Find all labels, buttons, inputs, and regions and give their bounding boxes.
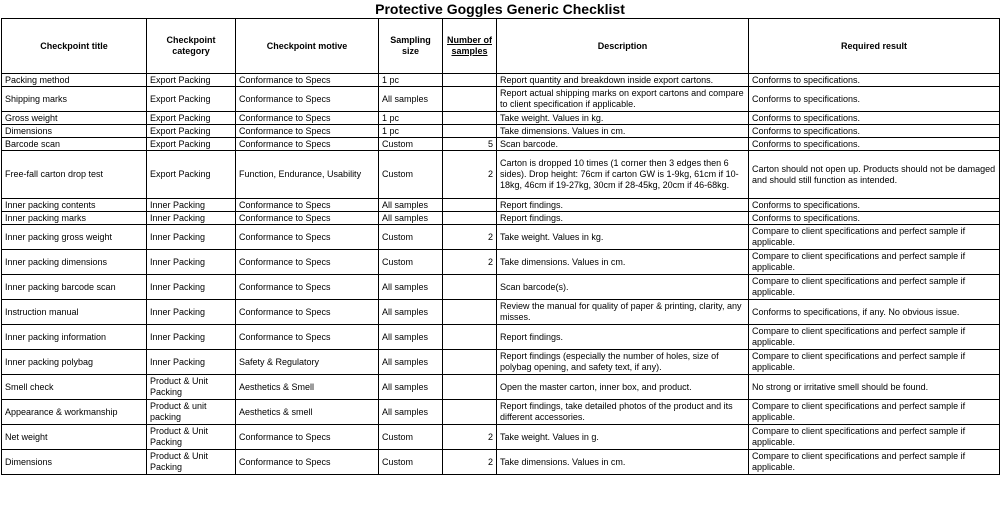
cell-description: Report findings.: [497, 212, 749, 225]
header-row: [2, 19, 1000, 74]
cell-motive: Conformance to Specs: [236, 199, 379, 212]
cell-required-result: Conforms to specifications.: [749, 212, 1000, 225]
cell-description: Take dimensions. Values in cm.: [497, 125, 749, 138]
cell-number-of-samples: [443, 300, 497, 325]
cell-description: Scan barcode.: [497, 138, 749, 151]
cell-required-result: Conforms to specifications.: [749, 199, 1000, 212]
cell-sampling-size: Custom: [379, 450, 443, 475]
cell-motive: Aesthetics & smell: [236, 400, 379, 425]
page-title: Protective Goggles Generic Checklist: [375, 1, 625, 17]
cell-title: Smell check: [2, 375, 147, 400]
cell-sampling-size: 1 pc: [379, 125, 443, 138]
cell-description: Take dimensions. Values in cm.: [497, 450, 749, 475]
header-checkpoint-motive: Checkpoint motive: [236, 19, 379, 74]
cell-description: Report findings.: [497, 199, 749, 212]
cell-motive: Conformance to Specs: [236, 87, 379, 112]
cell-category: Inner Packing: [147, 199, 236, 212]
header-checkpoint-title: Checkpoint title: [2, 19, 147, 74]
cell-sampling-size: Custom: [379, 425, 443, 450]
cell-category: Inner Packing: [147, 325, 236, 350]
cell-number-of-samples: [443, 125, 497, 138]
cell-description: Scan barcode(s).: [497, 275, 749, 300]
cell-category: Inner Packing: [147, 212, 236, 225]
cell-sampling-size: 1 pc: [379, 112, 443, 125]
cell-category: Inner Packing: [147, 350, 236, 375]
cell-title: Inner packing dimensions: [2, 250, 147, 275]
cell-description: Take weight. Values in kg.: [497, 225, 749, 250]
cell-number-of-samples: [443, 325, 497, 350]
cell-number-of-samples: [443, 350, 497, 375]
table-row: [2, 112, 1000, 125]
cell-sampling-size: All samples: [379, 375, 443, 400]
cell-description: Report actual shipping marks on export cartons and compare to client specification if applicable.: [497, 87, 749, 112]
cell-title: Inner packing contents: [2, 199, 147, 212]
cell-title: Instruction manual: [2, 300, 147, 325]
cell-required-result: Conforms to specifications.: [749, 138, 1000, 151]
cell-category: Export Packing: [147, 87, 236, 112]
cell-title: Inner packing marks: [2, 212, 147, 225]
cell-sampling-size: All samples: [379, 325, 443, 350]
cell-number-of-samples: 2: [443, 225, 497, 250]
cell-number-of-samples: [443, 375, 497, 400]
cell-required-result: Compare to client specifications and perfect sample if applicable.: [749, 250, 1000, 275]
cell-description: Report quantity and breakdown inside export cartons.: [497, 74, 749, 87]
cell-motive: Conformance to Specs: [236, 112, 379, 125]
table-row: [2, 138, 1000, 151]
cell-sampling-size: 1 pc: [379, 74, 443, 87]
cell-motive: Function, Endurance, Usability: [236, 151, 379, 199]
cell-number-of-samples: 2: [443, 151, 497, 199]
cell-category: Inner Packing: [147, 225, 236, 250]
cell-motive: Conformance to Specs: [236, 300, 379, 325]
cell-required-result: Compare to client specifications and perfect sample if applicable.: [749, 450, 1000, 475]
table-row: [2, 325, 1000, 350]
cell-required-result: No strong or irritative smell should be found.: [749, 375, 1000, 400]
table-row: [2, 250, 1000, 275]
cell-motive: Conformance to Specs: [236, 425, 379, 450]
cell-sampling-size: Custom: [379, 151, 443, 199]
cell-number-of-samples: [443, 87, 497, 112]
cell-title: Dimensions: [2, 125, 147, 138]
cell-sampling-size: All samples: [379, 400, 443, 425]
table-row: [2, 350, 1000, 375]
cell-motive: Aesthetics & Smell: [236, 375, 379, 400]
cell-description: Report findings, take detailed photos of the product and its different accessories.: [497, 400, 749, 425]
cell-description: Report findings (especially the number of holes, size of polybag opening, and safety text, if any).: [497, 350, 749, 375]
table-row: [2, 74, 1000, 87]
table-row: [2, 212, 1000, 225]
cell-motive: Conformance to Specs: [236, 325, 379, 350]
cell-category: Export Packing: [147, 138, 236, 151]
header-sampling-size: Sampling size: [379, 19, 443, 74]
cell-title: Packing method: [2, 74, 147, 87]
cell-required-result: Compare to client specifications and perfect sample if applicable.: [749, 225, 1000, 250]
cell-required-result: Compare to client specifications and perfect sample if applicable.: [749, 400, 1000, 425]
cell-title: Barcode scan: [2, 138, 147, 151]
cell-motive: Conformance to Specs: [236, 125, 379, 138]
cell-title: Inner packing information: [2, 325, 147, 350]
cell-description: Take weight. Values in g.: [497, 425, 749, 450]
cell-required-result: Conforms to specifications.: [749, 125, 1000, 138]
cell-category: Export Packing: [147, 112, 236, 125]
cell-required-result: Compare to client specifications and perfect sample if applicable.: [749, 350, 1000, 375]
cell-motive: Conformance to Specs: [236, 138, 379, 151]
cell-category: Inner Packing: [147, 275, 236, 300]
header-checkpoint-category: Checkpoint category: [147, 19, 236, 74]
checklist-table: [1, 18, 1000, 475]
table-row: [2, 450, 1000, 475]
cell-motive: Conformance to Specs: [236, 450, 379, 475]
table-row: [2, 151, 1000, 199]
cell-category: Export Packing: [147, 151, 236, 199]
cell-required-result: Carton should not open up. Products should not be damaged and should still function as intended.: [749, 151, 1000, 199]
cell-category: Product & Unit Packing: [147, 375, 236, 400]
table-row: [2, 275, 1000, 300]
cell-motive: Conformance to Specs: [236, 225, 379, 250]
cell-required-result: Compare to client specifications and perfect sample if applicable.: [749, 425, 1000, 450]
cell-sampling-size: All samples: [379, 275, 443, 300]
cell-title: Dimensions: [2, 450, 147, 475]
cell-number-of-samples: [443, 112, 497, 125]
cell-title: Appearance & workmanship: [2, 400, 147, 425]
table-row: [2, 425, 1000, 450]
cell-category: Inner Packing: [147, 250, 236, 275]
cell-number-of-samples: 2: [443, 450, 497, 475]
cell-sampling-size: All samples: [379, 350, 443, 375]
cell-required-result: Compare to client specifications and perfect sample if applicable.: [749, 325, 1000, 350]
header-number-of-samples: Number of samples: [443, 19, 497, 74]
cell-required-result: Conforms to specifications, if any. No obvious issue.: [749, 300, 1000, 325]
cell-category: Export Packing: [147, 74, 236, 87]
cell-category: Export Packing: [147, 125, 236, 138]
cell-required-result: Conforms to specifications.: [749, 87, 1000, 112]
cell-sampling-size: All samples: [379, 300, 443, 325]
cell-category: Product & Unit Packing: [147, 450, 236, 475]
table-row: [2, 400, 1000, 425]
table-row: [2, 300, 1000, 325]
cell-description: Take dimensions. Values in cm.: [497, 250, 749, 275]
cell-category: Inner Packing: [147, 300, 236, 325]
cell-motive: Conformance to Specs: [236, 250, 379, 275]
cell-required-result: Compare to client specifications and perfect sample if applicable.: [749, 275, 1000, 300]
cell-title: Inner packing gross weight: [2, 225, 147, 250]
cell-required-result: Conforms to specifications.: [749, 112, 1000, 125]
cell-title: Shipping marks: [2, 87, 147, 112]
header-required-result: Required result: [749, 19, 1000, 74]
cell-title: Inner packing polybag: [2, 350, 147, 375]
cell-sampling-size: All samples: [379, 212, 443, 225]
cell-sampling-size: All samples: [379, 87, 443, 112]
cell-title: Gross weight: [2, 112, 147, 125]
cell-number-of-samples: 2: [443, 425, 497, 450]
cell-sampling-size: All samples: [379, 199, 443, 212]
table-row: [2, 87, 1000, 112]
table-row: [2, 375, 1000, 400]
cell-motive: Conformance to Specs: [236, 74, 379, 87]
cell-motive: Conformance to Specs: [236, 212, 379, 225]
cell-number-of-samples: [443, 199, 497, 212]
cell-motive: Safety & Regulatory: [236, 350, 379, 375]
cell-description: Carton is dropped 10 times (1 corner then 3 edges then 6 sides). Drop height: 76cm if carton GW is 1-9kg, 61cm if 10-18kg, 46cm if 19-27kg, 30cm if 28-45kg, 20cm if 46-68kg.: [497, 151, 749, 199]
cell-sampling-size: Custom: [379, 225, 443, 250]
cell-number-of-samples: 2: [443, 250, 497, 275]
table-row: [2, 199, 1000, 212]
cell-title: Inner packing barcode scan: [2, 275, 147, 300]
cell-number-of-samples: [443, 400, 497, 425]
cell-category: Product & Unit Packing: [147, 425, 236, 450]
cell-description: Report findings.: [497, 325, 749, 350]
cell-description: Take weight. Values in kg.: [497, 112, 749, 125]
cell-sampling-size: Custom: [379, 138, 443, 151]
cell-category: Product & unit packing: [147, 400, 236, 425]
cell-number-of-samples: [443, 74, 497, 87]
cell-required-result: Conforms to specifications.: [749, 74, 1000, 87]
header-description: Description: [497, 19, 749, 74]
cell-number-of-samples: [443, 212, 497, 225]
cell-title: Net weight: [2, 425, 147, 450]
cell-description: Review the manual for quality of paper & printing, clarity, any misses.: [497, 300, 749, 325]
cell-sampling-size: Custom: [379, 250, 443, 275]
cell-title: Free-fall carton drop test: [2, 151, 147, 199]
cell-number-of-samples: [443, 275, 497, 300]
cell-number-of-samples: 5: [443, 138, 497, 151]
cell-description: Open the master carton, inner box, and product.: [497, 375, 749, 400]
cell-motive: Conformance to Specs: [236, 275, 379, 300]
table-row: [2, 125, 1000, 138]
table-row: [2, 225, 1000, 250]
